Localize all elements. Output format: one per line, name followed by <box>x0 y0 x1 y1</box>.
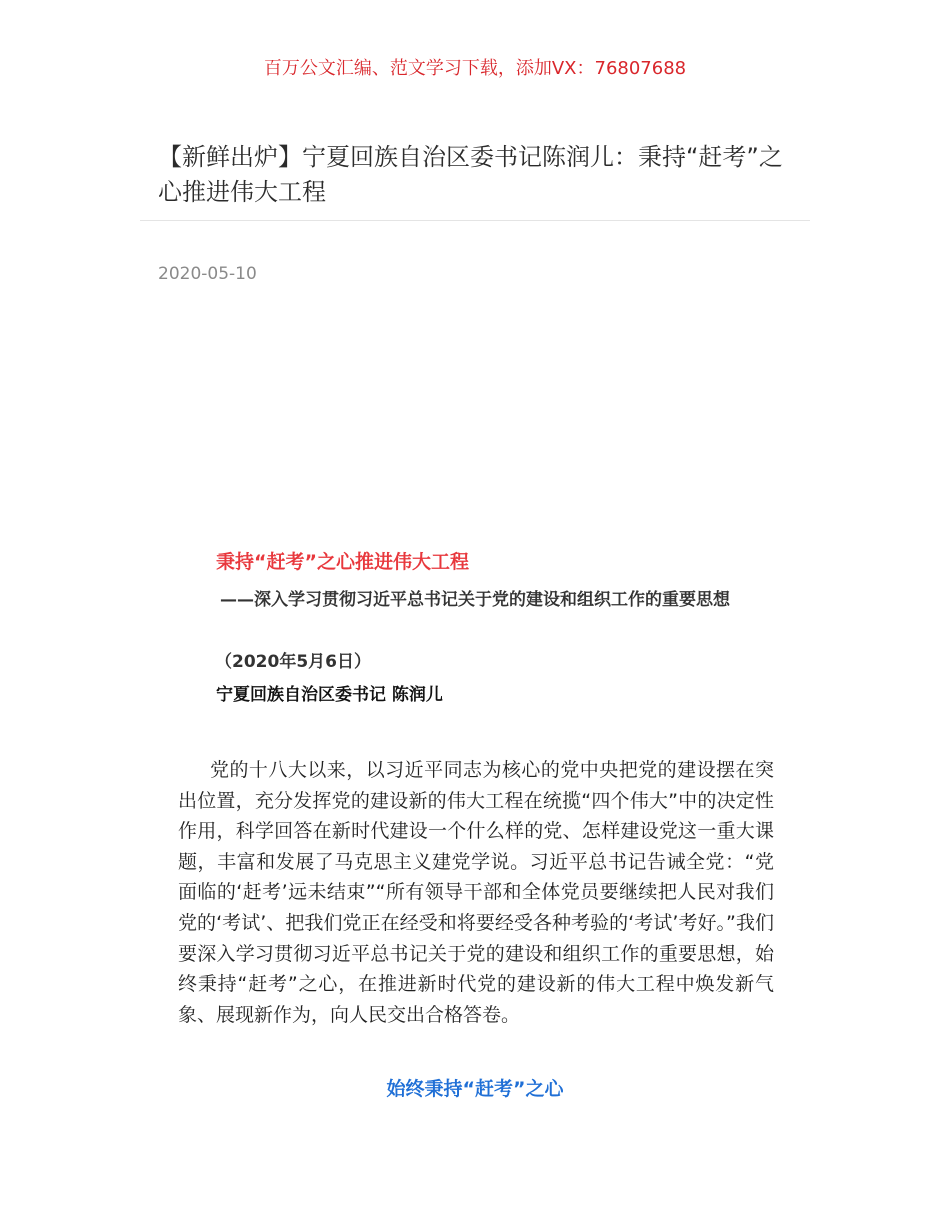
content-pubdate: （2020年5月6日） <box>215 652 371 672</box>
content-author: 宁夏回族自治区委书记 陈润儿 <box>216 685 443 705</box>
promo-banner: 百万公文汇编、范文学习下载，添加VX：76807688 <box>263 58 687 79</box>
body-paragraph: 党的十八大以来，以习近平同志为核心的党中央把党的建设摆在突出位置，充分发挥党的建设新的伟大工程在统揽“四个伟大”中的决定性作用，科学回答在新时代建设一个什么样的党、怎样建设党这一重大课题，丰富和发展了马克思主义建党学说。习近平总书记告诫全党：“党面临的‘赶考’远未结束”“所有领导干部和全体党员要继续把人民对我们党的‘考试’、把我们党正在经受和将要经受各种考验的‘考试’考好。”我们要深入学习贯彻习近平总书记关于党的建设和组织工作的重要思想，始终秉持“赶考”之心，在推进新时代党的建设新的伟大工程中焕发新气象、展现新作为，向人民交出合格答卷。 <box>178 759 774 1026</box>
content-heading: 秉持“赶考”之心推进伟大工程 <box>216 551 469 573</box>
publish-date: 2020-05-10 <box>158 264 257 284</box>
title-divider <box>140 220 810 221</box>
content-subtitle: ——深入学习贯彻习近平总书记关于党的建设和组织工作的重要思想 <box>220 590 730 610</box>
section-heading: 始终秉持“赶考”之心 <box>386 1078 564 1100</box>
article-title: 【新鲜出炉】宁夏回族自治区委书记陈润儿：秉持“赶考”之心推进伟大工程 <box>158 143 783 206</box>
